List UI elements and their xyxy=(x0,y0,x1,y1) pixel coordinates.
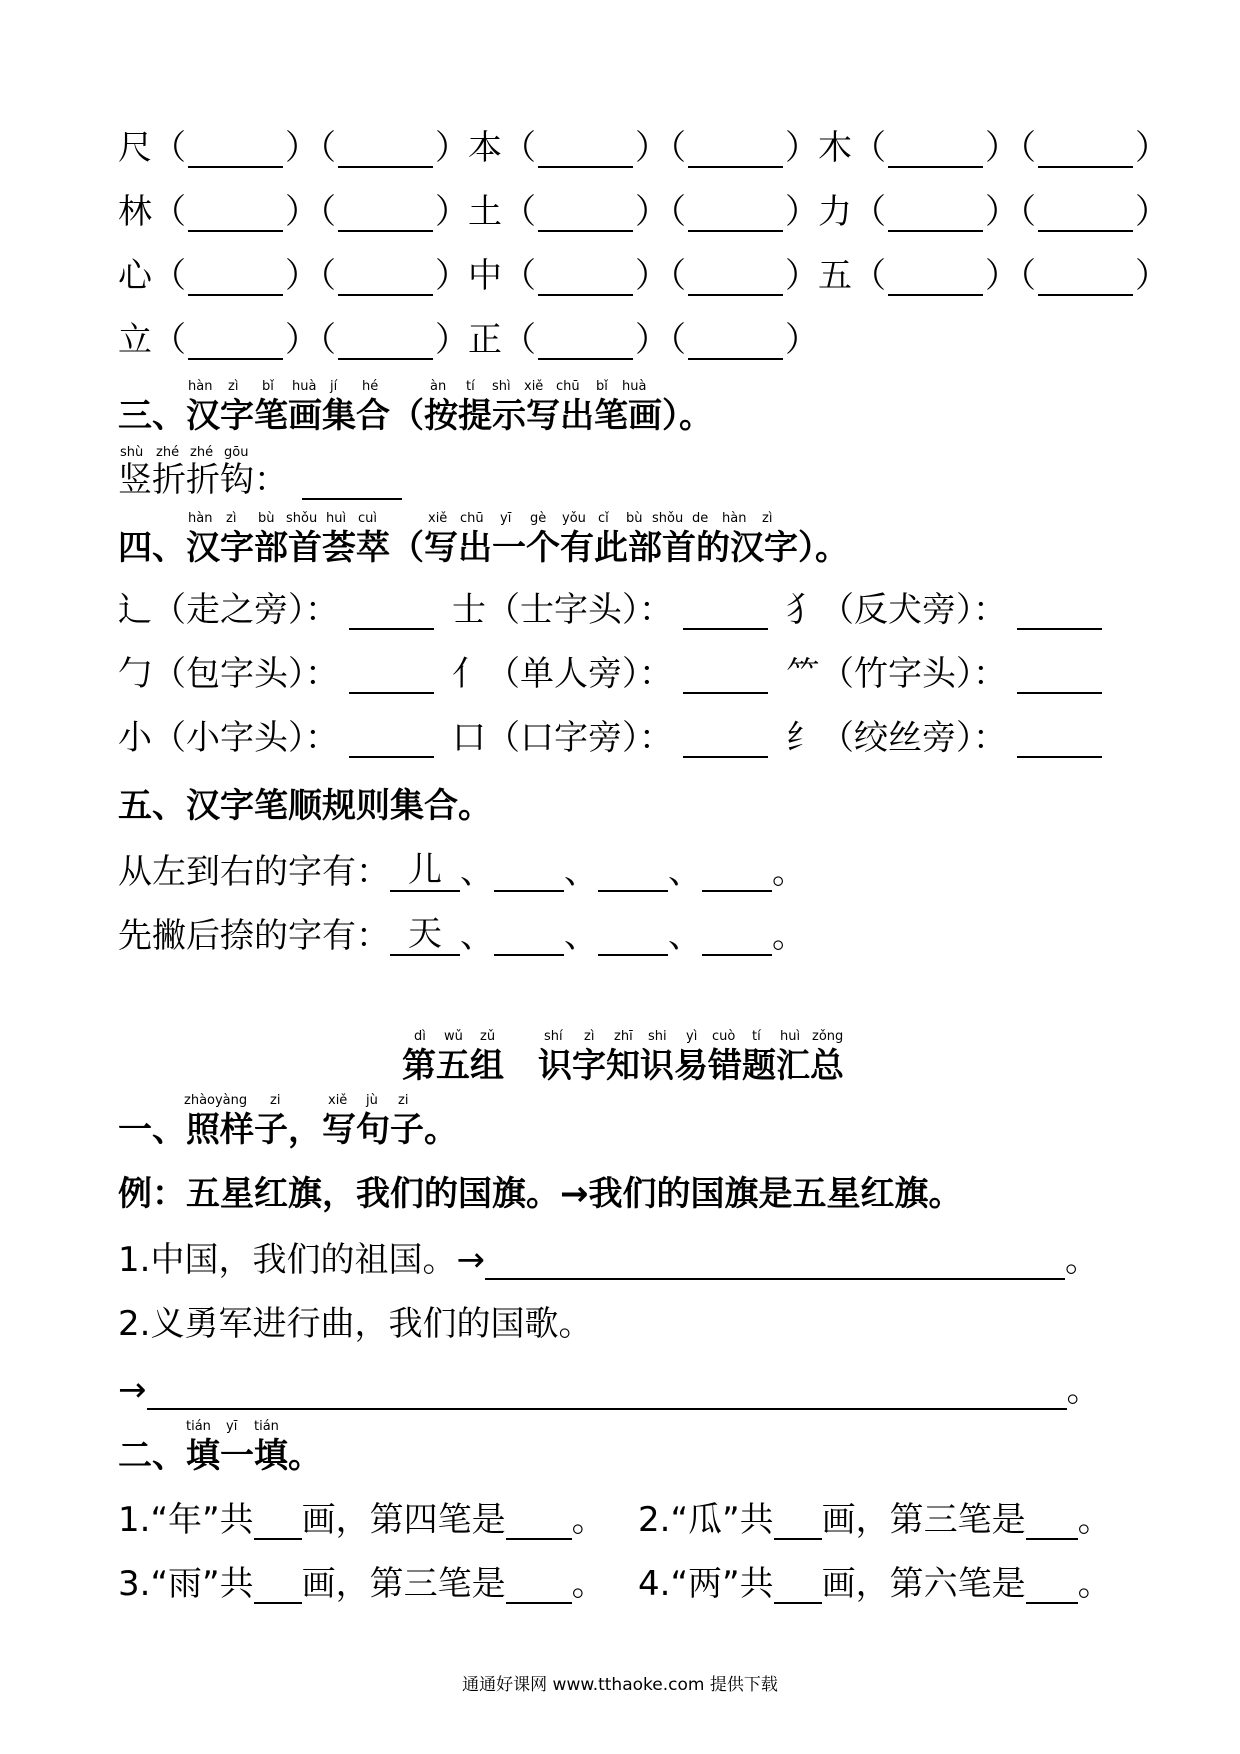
question-2-answer xyxy=(118,1370,1101,1410)
pinyin: shì xyxy=(492,379,511,394)
char: 立 xyxy=(118,320,152,360)
fill-item xyxy=(118,1500,606,1540)
pinyin: zì xyxy=(228,379,239,394)
radical-label: 犭（反犬旁）： xyxy=(786,590,1007,630)
blank[interactable] xyxy=(538,326,633,360)
pinyin: gōu xyxy=(224,445,249,460)
pinyin: yǒu xyxy=(562,511,586,526)
group-title: 第五组 识字知识易错题汇总 xyxy=(402,1046,844,1086)
pinyin: dì xyxy=(414,1029,426,1044)
fill-text: 4.“两”共 xyxy=(638,1564,774,1604)
blank[interactable] xyxy=(188,134,283,168)
pinyin: cuò xyxy=(712,1029,736,1044)
answer-blank[interactable] xyxy=(1026,1566,1078,1604)
blank[interactable] xyxy=(688,198,783,232)
char-item: 土（ ）（ ） xyxy=(468,192,819,232)
blank[interactable] xyxy=(188,326,283,360)
pinyin: zì xyxy=(226,511,237,526)
pinyin: zi xyxy=(398,1093,409,1108)
blank[interactable] xyxy=(1038,134,1133,168)
separator: 、 xyxy=(460,916,494,956)
section-title: 五、汉字笔顺规则集合。 xyxy=(118,786,492,826)
answer-line[interactable] xyxy=(147,1372,1067,1410)
answer-blank[interactable] xyxy=(774,1566,822,1604)
section-title: 二、填一填。 xyxy=(118,1436,322,1476)
answer-blank[interactable] xyxy=(506,1566,572,1604)
char-item: 心（ ）（ ） xyxy=(118,256,469,296)
fill-text: 1.“年”共 xyxy=(118,1500,254,1540)
char-item: 本（ ）（ ） xyxy=(468,128,819,168)
radical-item xyxy=(786,654,1102,694)
pinyin: chū xyxy=(556,379,580,394)
order-label: 从左到右的字有： xyxy=(118,852,390,892)
pinyin: shí xyxy=(544,1029,563,1044)
pinyin: chū xyxy=(460,511,484,526)
blank[interactable] xyxy=(188,262,283,296)
char: 土 xyxy=(468,192,502,232)
char: 中 xyxy=(468,256,502,296)
example-answer: 天 xyxy=(390,914,460,956)
separator: 、 xyxy=(668,916,702,956)
blank[interactable] xyxy=(338,326,433,360)
question-text: 1.中国，我们的祖国。→ xyxy=(118,1240,485,1280)
blank[interactable] xyxy=(338,198,433,232)
answer-blank[interactable] xyxy=(349,656,434,694)
answer-blank[interactable] xyxy=(683,720,768,758)
answer-blank[interactable] xyxy=(1026,1502,1078,1540)
arrow: → xyxy=(118,1370,147,1410)
period: 。 xyxy=(1064,1240,1099,1280)
pinyin: shǒu xyxy=(286,511,318,526)
answer-line[interactable] xyxy=(485,1242,1065,1280)
radical-item xyxy=(786,718,1102,758)
blank[interactable] xyxy=(888,134,983,168)
pinyin: zì xyxy=(762,511,773,526)
pinyin: yī xyxy=(226,1419,238,1434)
answer-blank[interactable] xyxy=(349,720,434,758)
pinyin: shù xyxy=(120,445,144,460)
radical-label: 口（口字旁）： xyxy=(452,718,673,758)
blank[interactable] xyxy=(538,134,633,168)
separator: 、 xyxy=(460,852,494,892)
fill-item xyxy=(638,1564,1112,1604)
char: 木 xyxy=(818,128,852,168)
section-title: 一、照样子，写句子。 xyxy=(118,1110,458,1150)
answer-blank[interactable] xyxy=(683,656,768,694)
char: 本 xyxy=(468,128,502,168)
radical-item xyxy=(786,590,1102,630)
radical-label: 小（小字头）： xyxy=(118,718,339,758)
blank[interactable] xyxy=(538,198,633,232)
blank[interactable] xyxy=(1038,198,1133,232)
blank[interactable] xyxy=(338,134,433,168)
example-sentence: 例：五星红旗，我们的国旗。→我们的国旗是五星红旗。 xyxy=(118,1174,963,1214)
answer-blank[interactable] xyxy=(302,462,402,500)
pinyin: shǒu xyxy=(652,511,684,526)
pinyin: zì xyxy=(584,1029,595,1044)
char: 力 xyxy=(818,192,852,232)
answer-blank[interactable] xyxy=(598,854,668,892)
pinyin: zhé xyxy=(190,445,214,460)
answer-blank[interactable] xyxy=(494,854,564,892)
section-title: 四、汉字部首荟萃（写出一个有此部首的汉字）。 xyxy=(118,528,849,568)
order-label: 先撇后捺的字有： xyxy=(118,916,390,956)
pinyin: zǔ xyxy=(480,1029,496,1044)
answer-blank[interactable] xyxy=(506,1502,572,1540)
pinyin: yì xyxy=(686,1029,698,1044)
blank[interactable] xyxy=(1038,262,1133,296)
fill-text: 。 xyxy=(1077,1564,1112,1604)
answer-blank[interactable] xyxy=(702,854,772,892)
radical-item xyxy=(118,718,434,758)
pinyin: xiě xyxy=(328,1093,348,1108)
pinyin: cuì xyxy=(358,511,377,526)
pinyin: xiě xyxy=(428,511,448,526)
footer: 通通好课网 www.tthaoke.com 提供下载 xyxy=(462,1675,778,1695)
fill-text: 2.“瓜”共 xyxy=(638,1500,774,1540)
radical-label: 辶（走之旁）： xyxy=(118,590,339,630)
answer-blank[interactable] xyxy=(1017,656,1102,694)
pinyin: tí xyxy=(752,1029,761,1044)
blank[interactable] xyxy=(888,198,983,232)
radical-item xyxy=(118,590,434,630)
blank[interactable] xyxy=(688,134,783,168)
fill-item xyxy=(638,1500,1112,1540)
pinyin: bù xyxy=(258,511,275,526)
question-1 xyxy=(118,1240,1099,1280)
char: 林 xyxy=(118,192,152,232)
question-text: 2.义勇军进行曲，我们的国歌。 xyxy=(118,1304,593,1344)
fill-text: 画，第三笔是 xyxy=(301,1564,506,1604)
answer-blank[interactable] xyxy=(254,1566,302,1604)
blank[interactable] xyxy=(888,262,983,296)
answer-blank[interactable] xyxy=(494,918,564,956)
pinyin: huì xyxy=(780,1029,801,1044)
radical-label: 纟（绞丝旁）： xyxy=(786,718,1007,758)
pinyin: jí xyxy=(330,379,338,394)
pinyin: tí xyxy=(466,379,475,394)
pinyin: hàn xyxy=(188,511,213,526)
pinyin: shi xyxy=(648,1029,667,1044)
char: 尺 xyxy=(118,128,152,168)
pinyin: huà xyxy=(622,379,647,394)
fill-item xyxy=(118,1564,606,1604)
char-item: 林（ ）（ ） xyxy=(118,192,469,232)
pinyin: hàn xyxy=(722,511,747,526)
pinyin: tián xyxy=(254,1419,279,1434)
answer-blank[interactable] xyxy=(683,592,768,630)
fill-text: 画，第六笔是 xyxy=(821,1564,1026,1604)
pinyin: jù xyxy=(366,1093,378,1108)
pinyin: zǒng xyxy=(812,1029,844,1044)
blank[interactable] xyxy=(688,326,783,360)
pinyin: yī xyxy=(500,511,512,526)
fill-text: 画，第三笔是 xyxy=(821,1500,1026,1540)
char: 五 xyxy=(818,256,852,296)
order-line-1 xyxy=(118,850,806,892)
prompt-label: 竖折折钩： xyxy=(118,460,288,500)
separator: 、 xyxy=(564,852,598,892)
pinyin: bǐ xyxy=(262,379,274,394)
blank[interactable] xyxy=(188,198,283,232)
fill-text: 。 xyxy=(571,1500,606,1540)
pinyin: tián xyxy=(186,1419,211,1434)
radical-item xyxy=(452,654,768,694)
pinyin: huà xyxy=(292,379,317,394)
answer-blank[interactable] xyxy=(254,1502,302,1540)
fill-text: 画，第四笔是 xyxy=(301,1500,506,1540)
radical-label: 亻（单人旁）： xyxy=(452,654,673,694)
period: 。 xyxy=(772,852,806,892)
pinyin: huì xyxy=(326,511,347,526)
answer-blank[interactable] xyxy=(774,1502,822,1540)
answer-blank[interactable] xyxy=(349,592,434,630)
pinyin: xiě xyxy=(524,379,544,394)
char-item: 尺（ ）（ ） xyxy=(118,128,469,168)
order-line-2 xyxy=(118,914,806,956)
separator: 、 xyxy=(668,852,702,892)
answer-blank[interactable] xyxy=(598,918,668,956)
pinyin: zhé xyxy=(156,445,180,460)
answer-blank[interactable] xyxy=(1017,592,1102,630)
stroke-prompt xyxy=(118,460,402,500)
char-item: 正（ ）（ ） xyxy=(468,320,819,360)
blank[interactable] xyxy=(338,262,433,296)
char: 正 xyxy=(468,320,502,360)
char-item: 木（ ）（ ） xyxy=(818,128,1169,168)
pinyin: zhàoyàng xyxy=(184,1093,248,1108)
pinyin: cǐ xyxy=(598,511,609,526)
answer-blank[interactable] xyxy=(1017,720,1102,758)
section-title: 三、汉字笔画集合（按提示写出笔画）。 xyxy=(118,396,713,436)
fill-text: 。 xyxy=(571,1564,606,1604)
pinyin: àn xyxy=(430,379,447,394)
char-item: 力（ ）（ ） xyxy=(818,192,1169,232)
period: 。 xyxy=(772,916,806,956)
radical-item xyxy=(118,654,434,694)
pinyin: zhī xyxy=(614,1029,633,1044)
blank[interactable] xyxy=(688,262,783,296)
pinyin: hàn xyxy=(188,379,213,394)
pinyin: de xyxy=(692,511,709,526)
pinyin: hé xyxy=(362,379,379,394)
radical-item xyxy=(452,718,768,758)
radical-label: ⺮（竹字头）： xyxy=(786,654,1007,694)
radical-label: 士（士字头）： xyxy=(452,590,673,630)
answer-blank[interactable] xyxy=(702,918,772,956)
radical-label: 勹（包字头）： xyxy=(118,654,339,694)
pinyin: bù xyxy=(626,511,643,526)
char-item: 立（ ）（ ） xyxy=(118,320,469,360)
blank[interactable] xyxy=(538,262,633,296)
pinyin: wǔ xyxy=(444,1029,463,1044)
fill-text: 。 xyxy=(1077,1500,1112,1540)
pinyin: zi xyxy=(270,1093,281,1108)
pinyin: bǐ xyxy=(596,379,608,394)
pinyin: gè xyxy=(530,511,547,526)
char-item: 中（ ）（ ） xyxy=(468,256,819,296)
char-item: 五（ ）（ ） xyxy=(818,256,1169,296)
period: 。 xyxy=(1066,1370,1101,1410)
char: 心 xyxy=(118,256,152,296)
separator: 、 xyxy=(564,916,598,956)
radical-item xyxy=(452,590,768,630)
example-answer: 儿 xyxy=(390,850,460,892)
fill-text: 3.“雨”共 xyxy=(118,1564,254,1604)
